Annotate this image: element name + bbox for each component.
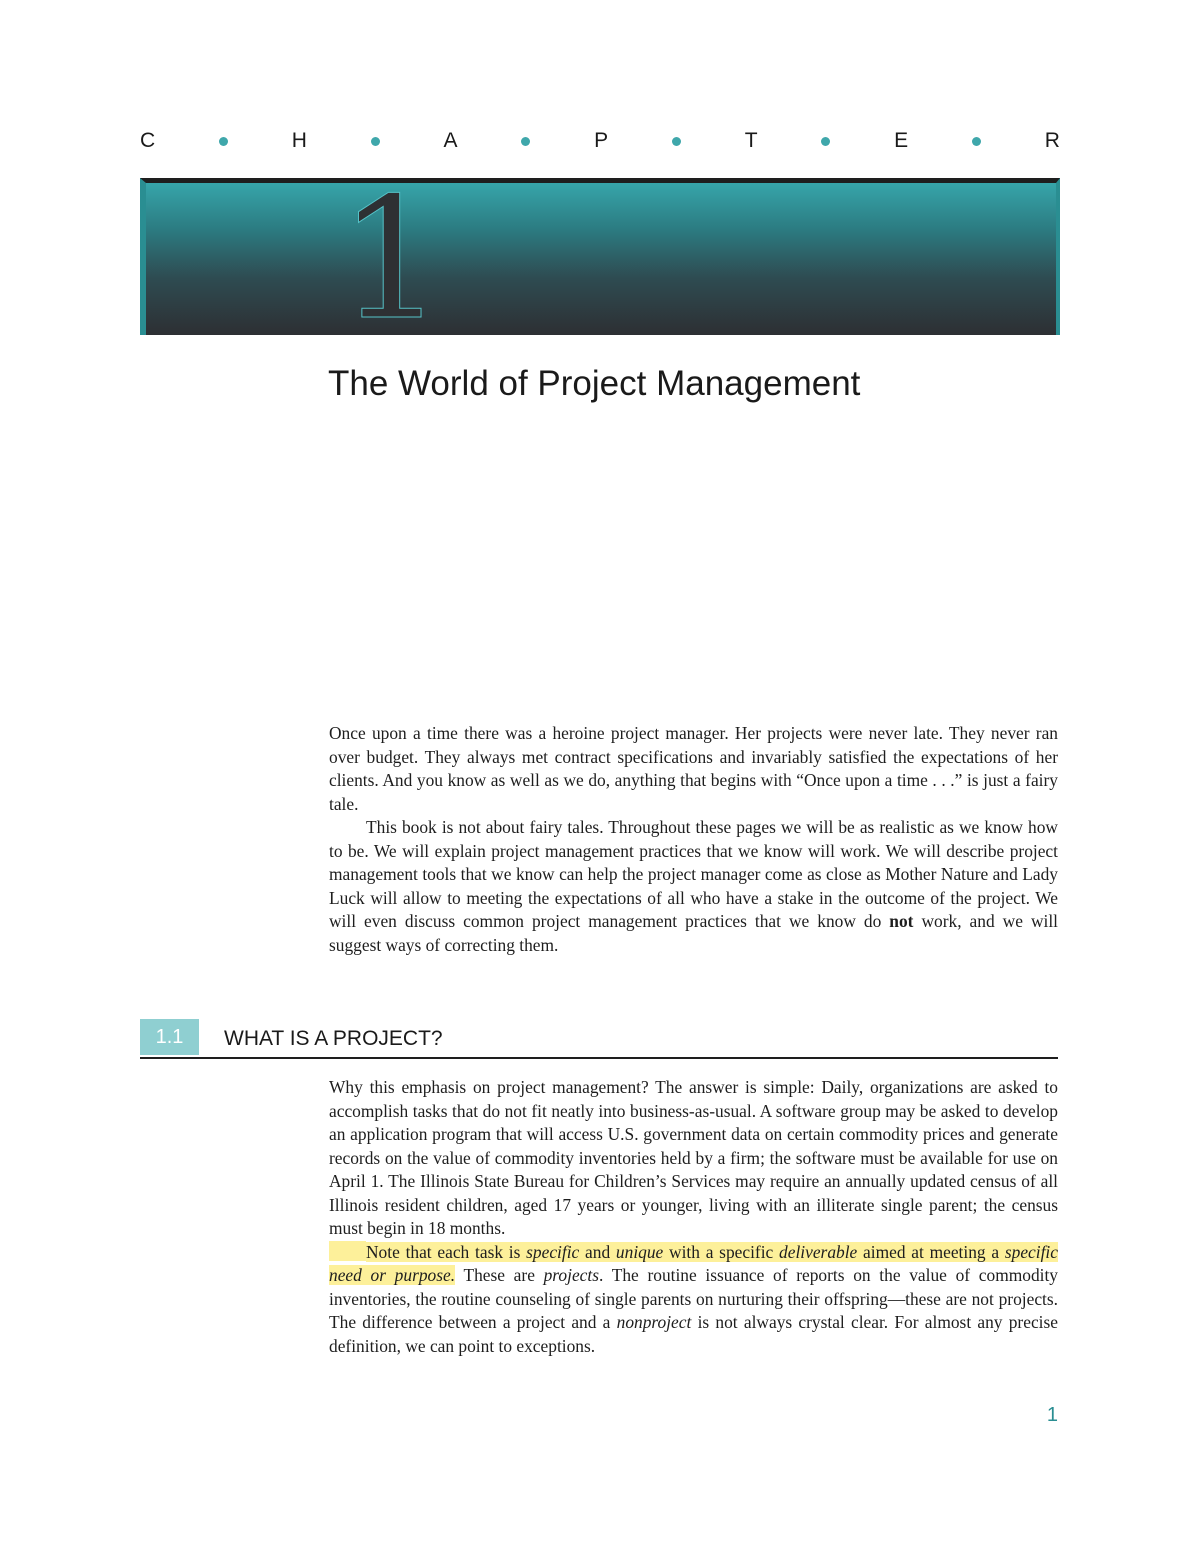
chapter-number: 1: [338, 178, 445, 335]
section-title: WHAT IS A PROJECT?: [224, 1027, 443, 1050]
intro-text: [329, 722, 1058, 957]
chapter-letter: E: [894, 129, 909, 152]
bullet-dot-icon: [219, 137, 228, 146]
section-paragraph: Note that each task is specific and unique with a specific deliverable aimed at meeting a specific need or purpose. These are projects. The routine issuance of reports on the value of commodity inventories, the routine counseling of single parents on nurturing their offspring—these are not projects. The difference between a project and a nonproject is not always crystal clear. For almost any precise definition, we can point to exceptions.: [329, 1241, 1058, 1356]
chapter-letter: P: [594, 129, 609, 152]
emphasis-not: not: [889, 911, 914, 931]
intro-paragraph: [329, 816, 1058, 957]
highlight-lead: [329, 1241, 366, 1261]
section-number: 1.1: [140, 1019, 199, 1055]
section-heading: [140, 1019, 1058, 1059]
chapter-banner: [140, 178, 1060, 335]
bullet-dot-icon: [521, 137, 530, 146]
intro-paragraph: Once upon a time there was a heroine project manager. Her projects were never late. They never ran over budget. They always met contract specifications and invariably satisfied the expectations of her clients. And you know as well as we do, anything that begins with “Once upon a time . . .” is just a fairy tale.: [329, 723, 1058, 814]
bullet-dot-icon: [821, 137, 830, 146]
bullet-dot-icon: [371, 137, 380, 146]
chapter-letter: T: [744, 129, 758, 152]
section-paragraph: Why this emphasis on project management? The answer is simple: Daily, organizations are asked to accomplish tasks that do not fit neatly into business-as-usual. A software group may be asked to develop an application program that will access U.S. government data on certain commodity prices and generate records on the value of commodity inventories held by a firm; the software must be available for use on April 1. The Illinois State Bureau for Children’s Services may require an annually updated census of all Illinois resident children, aged 17 years or younger, living with an illiterate single parent; the census must begin in 18 months.: [329, 1077, 1058, 1238]
bullet-dot-icon: [972, 137, 981, 146]
section-text: [329, 1076, 1058, 1358]
chapter-letter: C: [140, 129, 156, 152]
chapter-letter: H: [291, 129, 307, 152]
chapter-letter: A: [443, 129, 458, 152]
highlighted-text: Note that each task is specific and unique with a specific deliverable aimed at meeting a specific need or purpose.: [329, 1241, 1058, 1285]
bullet-dot-icon: [672, 137, 681, 146]
chapter-label: [140, 126, 1060, 156]
page-number: 1: [1046, 1404, 1058, 1426]
chapter-letter: R: [1044, 129, 1060, 152]
chapter-title: The World of Project Management: [328, 364, 861, 403]
intro-text-run: work, and we will suggest ways of correcting them.: [329, 911, 1058, 955]
intro-text-run: This book is not about fairy tales. Throughout these pages we will be as realistic as we know how to be. We will explain project management practices that we know will work. We will describe project management tools that we know can help the project manager come as close as Mother Nature and Lady Luck will allow to meeting the expectations of all who have a stake in the outcome of the project. We will even discuss common project management practices that we know do: [329, 817, 1058, 931]
